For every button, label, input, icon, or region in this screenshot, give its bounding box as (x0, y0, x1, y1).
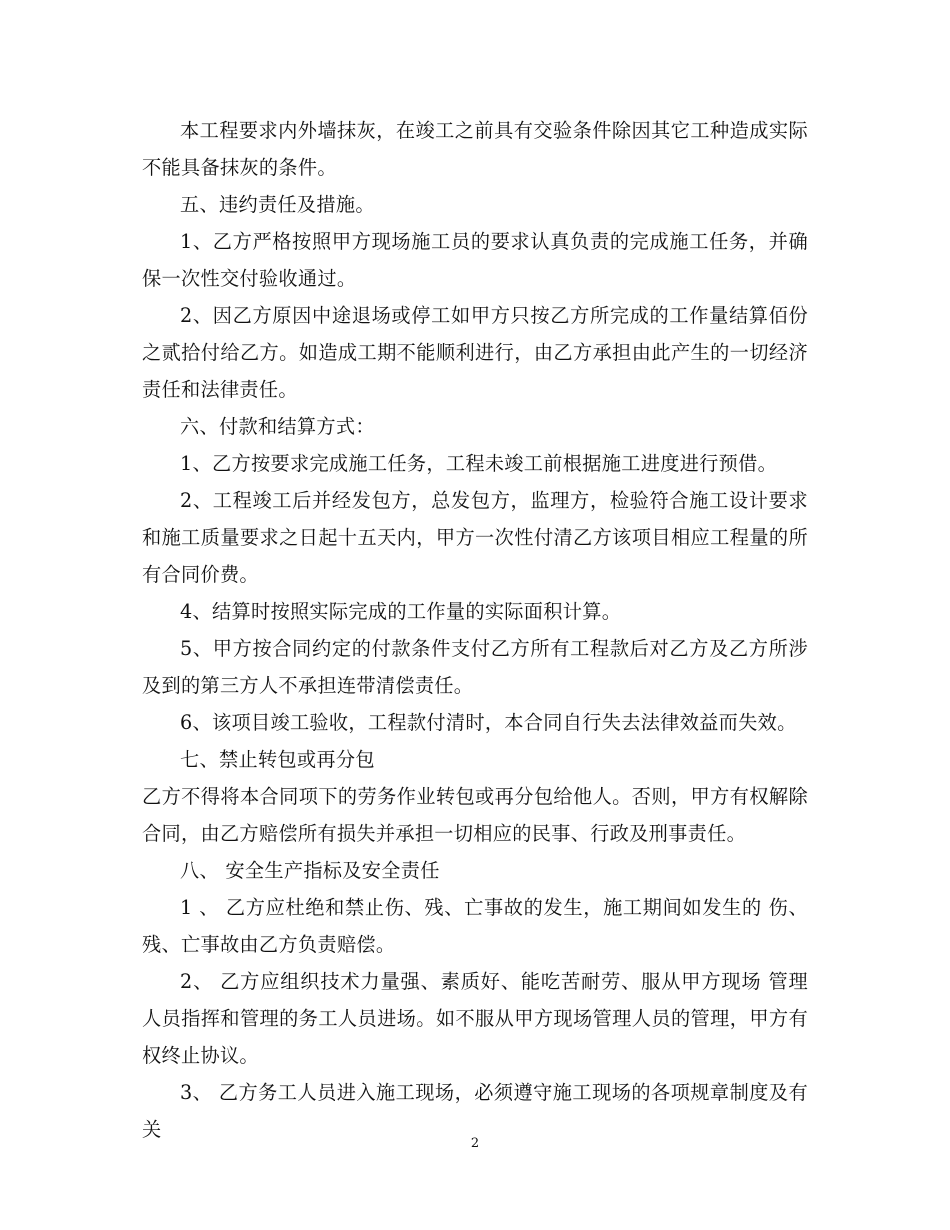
section-heading: 八、 安全生产指标及安全责任 (180, 859, 440, 882)
paragraph: 6、该项目竣工验收，工程款付清时，本合同自行失去法律效益而失效。 (180, 711, 797, 734)
paragraph: 2、 乙方应组织技术力量强、素质好、能吃苦耐劳、服从甲方现场 管理人员指挥和管理的务工人员进场。如不服从甲方现场管理人员的管理，甲方有权终止协议。 (142, 970, 808, 1067)
paragraph: 5、甲方按合同约定的付款条件支付乙方所有工程款后对乙方及乙方所涉及到的第三方人不承担连带清偿责任。 (142, 637, 808, 697)
section-heading: 五、违约责任及措施。 (180, 193, 375, 216)
paragraph: 1、乙方严格按照甲方现场施工员的要求认真负责的完成施工任务，并确保一次性交付验收通过。 (142, 230, 808, 290)
section-heading: 七、禁止转包或再分包 (180, 748, 375, 771)
paragraph: 4、结算时按照实际完成的工作量的实际面积计算。 (180, 600, 622, 623)
page-number: 2 (470, 1136, 480, 1151)
document-body (142, 112, 808, 1148)
section-heading: 六、付款和结算方式： (180, 415, 375, 438)
paragraph: 本工程要求内外墙抹灰，在竣工之前具有交验条件除因其它工种造成实际不能具备抹灰的条件。 (142, 119, 808, 179)
paragraph: 2、因乙方原因中途退场或停工如甲方只按乙方所完成的工作量结算佰份之贰拾付给乙方。如造成工期不能顺利进行，由乙方承担由此产生的一切经济责任和法律责任。 (142, 304, 808, 401)
paragraph: 3、 乙方务工人员进入施工现场，必须遵守施工现场的各项规章制度及有关 (142, 1081, 808, 1141)
paragraph: 2、工程竣工后并经发包方，总发包方，监理方，检验符合施工设计要求和施工质量要求之日起十五天内，甲方一次性付清乙方该项目相应工程量的所有合同价费。 (142, 489, 808, 586)
paragraph: 乙方不得将本合同项下的劳务作业转包或再分包给他人。否则，甲方有权解除合同，由乙方赔偿所有损失并承担一切相应的民事、行政及刑事责任。 (142, 785, 808, 845)
paragraph: 1 、 乙方应杜绝和禁止伤、残、亡事故的发生，施工期间如发生的 伤、残、亡事故由乙方负责赔偿。 (142, 896, 808, 956)
paragraph: 1、乙方按要求完成施工任务，工程未竣工前根据施工进度进行预借。 (180, 452, 778, 475)
